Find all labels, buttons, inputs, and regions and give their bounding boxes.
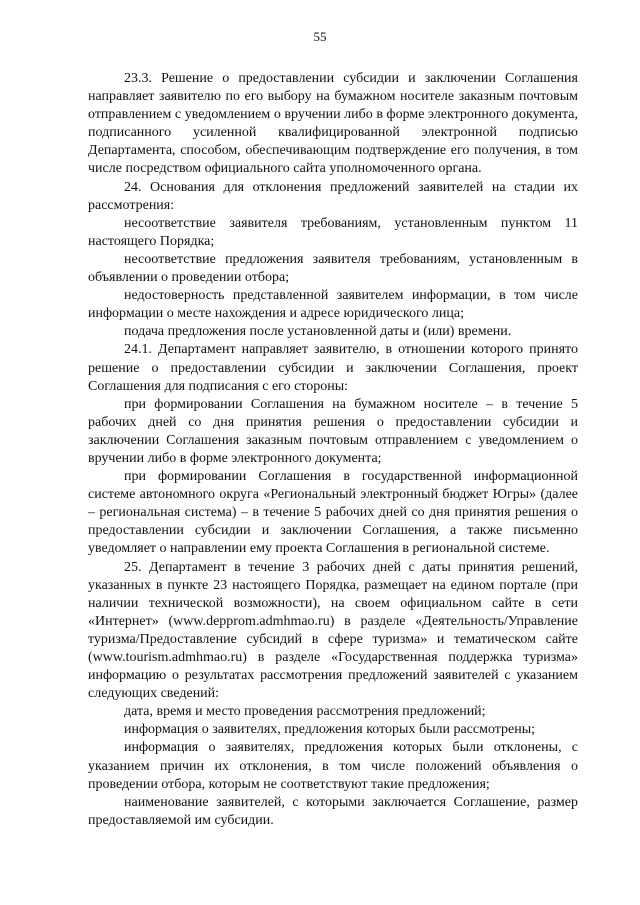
paragraph-24-item-4: подача предложения после установленной даты и (или) времени.: [124, 324, 512, 340]
document-body: [88, 70, 578, 830]
paragraph-24-1-paper: при формировании Соглашения на бумажном носителе – в течение 5 рабочих дней со дня принятия решения о предоставлении субсидии и заключении Соглашения заказным почтовым отправлением с уведомлением о вручении либо в форме электронного документа;: [88, 396, 578, 466]
paragraph-25-item-1: дата, время и место проведения рассмотрения предложений;: [124, 704, 486, 720]
paragraph-24-heading: 24. Основания для отклонения предложений заявителей на стадии их рассмотрения:: [88, 179, 578, 213]
paragraph-25-item-3: информация о заявителях, предложения которых были отклонены, с указанием причин их отклонения, в том числе положений объявления о проведении отбора, которым не соответствуют такие предложения;: [88, 740, 578, 792]
paragraph-24-1: 24.1. Департамент направляет заявителю, в отношении которого принято решение о предоставлении субсидии и заключении Соглашения, проект Соглашения для подписания с его стороны:: [88, 342, 578, 394]
paragraph-24-item-1: несоответствие заявителя требованиям, установленным пунктом 11 настоящего Порядка;: [88, 215, 578, 249]
paragraph-25: 25. Департамент в течение 3 рабочих дней с даты принятия решений, указанных в пункте 23 настоящего Порядка, размещает на едином портале (при наличии технической возможности), на своем официальном сайте в сети «Интернет» (www.depprom.admhmao.ru) в разделе «Деятельность/Управление туризма/Предоставление субсидий в сфере туризма» и тематическом сайте (www.tourism.admhmao.ru) в разделе «Государственная поддержка туризма» информацию о результатах рассмотрения предложений заявителей с указанием следующих сведений:: [88, 559, 578, 702]
paragraph-24-item-3: недостоверность представленной заявителем информации, в том числе информации о месте нахождения и адресе юридического лица;: [88, 288, 578, 322]
paragraph-24-item-2: несоответствие предложения заявителя требованиям, установленным в объявлении о проведении отбора;: [88, 251, 578, 286]
page-number: 55: [313, 29, 327, 44]
paragraph-25-item-2: информация о заявителях, предложения которых были рассмотрены;: [124, 722, 536, 738]
paragraph-23-3: 23.3. Решение о предоставлении субсидии и заключении Соглашения направляет заявителю по его выбору на бумажном носителе заказным почтовым отправлением с уведомлением о вручении либо в форме электронного документа, подписанного усиленной квалифицированной электронной подписью Департамента, способом, обеспечивающим подтверждение его получения, в том числе посредством официального сайта уполномоченного органа.: [88, 71, 578, 177]
paragraph-25-item-4: наименование заявителей, с которыми заключается Соглашение, размер предоставляемой им субсидии.: [88, 794, 578, 828]
paragraph-24-1-electronic: при формировании Соглашения в государственной информационной системе автономного округа «Региональный электронный бюджет Югры» (далее – региональная система) – в течение 5 рабочих дней со дня принятия решения о предоставлении субсидии и заключении Соглашения, а также письменно уведомляет о направлении ему проекта Соглашения в региональной системе.: [88, 469, 578, 557]
